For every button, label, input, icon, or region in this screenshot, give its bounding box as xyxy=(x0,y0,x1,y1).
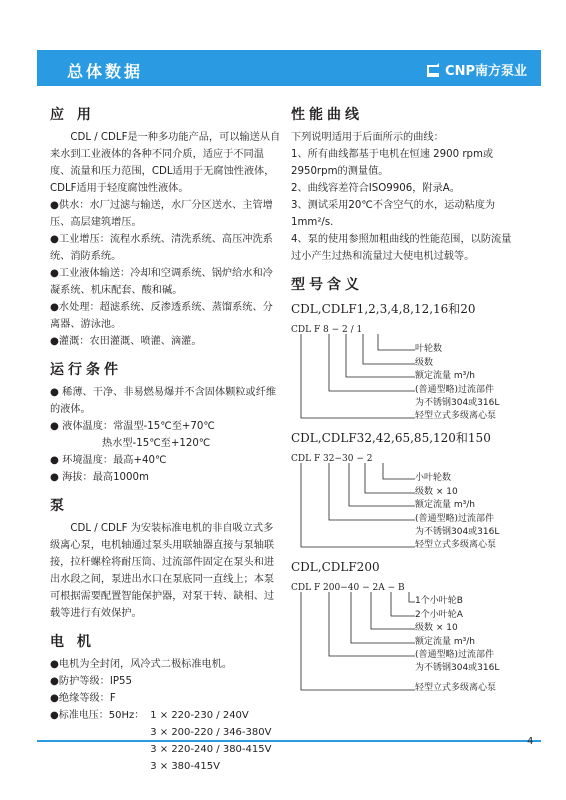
list-item: ●工业液体输送：冷却和空调系统、锅炉给水和冷凝系统、机床配套、酸和碱。 xyxy=(50,268,273,296)
list-item: ●供水：水厂过滤与输送，水厂分区送水、主管增压、高层建筑增压。 xyxy=(50,200,273,228)
model-diagram-lines xyxy=(291,580,521,696)
performance-line: 下列说明适用于后面所示的曲线： xyxy=(291,132,444,143)
voltage-value: 3 × 200-220 / 346-380V xyxy=(150,727,272,738)
performance-line: 4、泵的使用参照加粗曲线的性能范围，以防流量过小产生过热和流量过大使电机过载等。 xyxy=(291,234,512,262)
operating-list xyxy=(50,384,282,486)
operating-section xyxy=(50,360,282,486)
model-label: 为不锈钢304或316L xyxy=(415,527,500,537)
model-label: 小叶轮数 xyxy=(415,473,452,483)
list-item: ● 液体温度：常温型-15℃至+70℃ xyxy=(50,421,215,432)
list-item: ●灌溉：农田灌溉、喷灌、滴灌。 xyxy=(50,336,202,347)
model-code: CDL F 32−30 − 2 xyxy=(291,454,373,464)
list-item: 热水型-15℃至+120℃ xyxy=(102,438,211,449)
voltage-value: 3 × 220-240 / 380-415V xyxy=(150,744,272,755)
voltage-value: 3 × 380-415V xyxy=(150,761,220,772)
voltage-label: ●标准电压：50Hz： xyxy=(50,710,145,721)
model-label: 为不锈钢304或316L xyxy=(415,398,500,408)
pump-section xyxy=(50,496,282,622)
list-item: ●防护等级：IP55 xyxy=(50,676,132,687)
list-item: ● 海拔：最高1000m xyxy=(50,472,149,483)
page-header-bar xyxy=(37,50,541,86)
list-item: ●绝缘等级：F xyxy=(50,693,116,704)
model-label: 2个小叶轮A xyxy=(415,610,463,620)
application-heading: 应 用 xyxy=(50,107,95,123)
brand-logo xyxy=(425,60,527,79)
model-diagram-1 xyxy=(291,322,521,424)
right-column xyxy=(291,105,521,696)
model-diagram-2 xyxy=(291,451,521,553)
list-item: ●工业增压：流程水系统、清洗系统、高压冲洗系统、消防系统。 xyxy=(50,234,273,262)
list-item: ●水处理：超滤系统、反渗透系统、蒸馏系统、分离器、游泳池。 xyxy=(50,302,273,330)
motor-list xyxy=(50,656,282,707)
motor-heading: 电 机 xyxy=(50,634,95,650)
operating-heading: 运行条件 xyxy=(50,362,122,378)
model-label: 叶轮数 xyxy=(415,344,443,354)
list-item: ●电机为全封闭，风冷式二极标准电机。 xyxy=(50,659,233,670)
pump-text: CDL / CDLF 为安装标准电机的非自吸立式多级离心泵，电机轴通过泵头用联轴器直接与泵轴联接，拉杆螺栓将耐压筒、过流部件固定在泵头和进出水段之间，泵进出水口在泵底同一直线上；本泵可根据需要配置智能保护器，对泵干转、缺相、过载等进行有效保护。 xyxy=(50,523,275,619)
application-section xyxy=(50,105,282,350)
model-group-title: CDL,CDLF32,42,65,85,120和150 xyxy=(291,431,491,445)
performance-line: 2、曲线容差符合ISO9906，附录A。 xyxy=(291,183,460,194)
model-label: 额定流量 m³/h xyxy=(415,637,475,647)
model-section xyxy=(291,275,521,696)
model-label: 1个小叶轮B xyxy=(415,596,463,606)
left-column xyxy=(50,105,282,785)
model-heading: 型号含义 xyxy=(291,277,363,293)
pump-heading: 泵 xyxy=(50,498,68,514)
model-code: CDL F 8 − 2 / 1 xyxy=(291,325,363,335)
application-intro: CDL / CDLF是一种多功能产品，可以输送从自来水到工业液体的各种不同介质，适应于不同温度、流量和压力范围，CDL适用于无腐蚀性液体，CDLF适用于轻度腐蚀性液体。 xyxy=(50,132,281,194)
list-item: ● 环境温度：最高+40℃ xyxy=(50,455,167,466)
model-label: 轻型立式多级离心泵 xyxy=(415,683,497,693)
model-group-title: CDL,CDLF1,2,3,4,8,12,16和20 xyxy=(291,302,476,316)
model-label: 轻型立式多级离心泵 xyxy=(415,540,497,550)
list-item: ● 稀薄、干净、非易燃易爆并不含固体颗粒或纤维的液体。 xyxy=(50,387,277,415)
performance-section xyxy=(291,105,521,265)
model-label: 额定流量 m³/h xyxy=(415,500,475,510)
page-number: 4 xyxy=(527,736,534,747)
model-label: 轻型立式多级离心泵 xyxy=(415,411,497,421)
voltage-value: 1 × 220-230 / 240V xyxy=(150,710,249,721)
model-code: CDL F 200−40 − 2A − B xyxy=(291,583,405,593)
performance-line: 3、测试采用20℃不含空气的水，运动粘度为1mm²/s. xyxy=(291,200,496,228)
model-diagram-3 xyxy=(291,580,521,696)
application-list xyxy=(50,197,282,350)
model-label: (普通型略)过流部件 xyxy=(415,385,495,395)
model-label: (普通型略)过流部件 xyxy=(415,514,495,524)
footer-rule xyxy=(37,740,541,742)
page-title: 总体数据 xyxy=(67,62,144,81)
model-label: 额定流量 m³/h xyxy=(415,371,475,381)
model-label: 级数 xyxy=(415,358,434,368)
brand-name: CNP南方泵业 xyxy=(445,64,527,79)
performance-line: 1、所有曲线都基于电机在恒速 2900 rpm或2950rpm的测量值。 xyxy=(291,149,494,177)
performance-heading: 性能曲线 xyxy=(291,107,363,123)
model-label: 级数 × 10 xyxy=(415,623,458,633)
model-label: (普通型略)过流部件 xyxy=(415,650,495,660)
model-label: 级数 × 10 xyxy=(415,487,458,497)
motor-section xyxy=(50,632,282,775)
model-group-title: CDL,CDLF200 xyxy=(291,560,380,574)
model-label: 为不锈钢304或316L xyxy=(415,663,500,673)
cnp-logo-icon xyxy=(425,63,441,77)
